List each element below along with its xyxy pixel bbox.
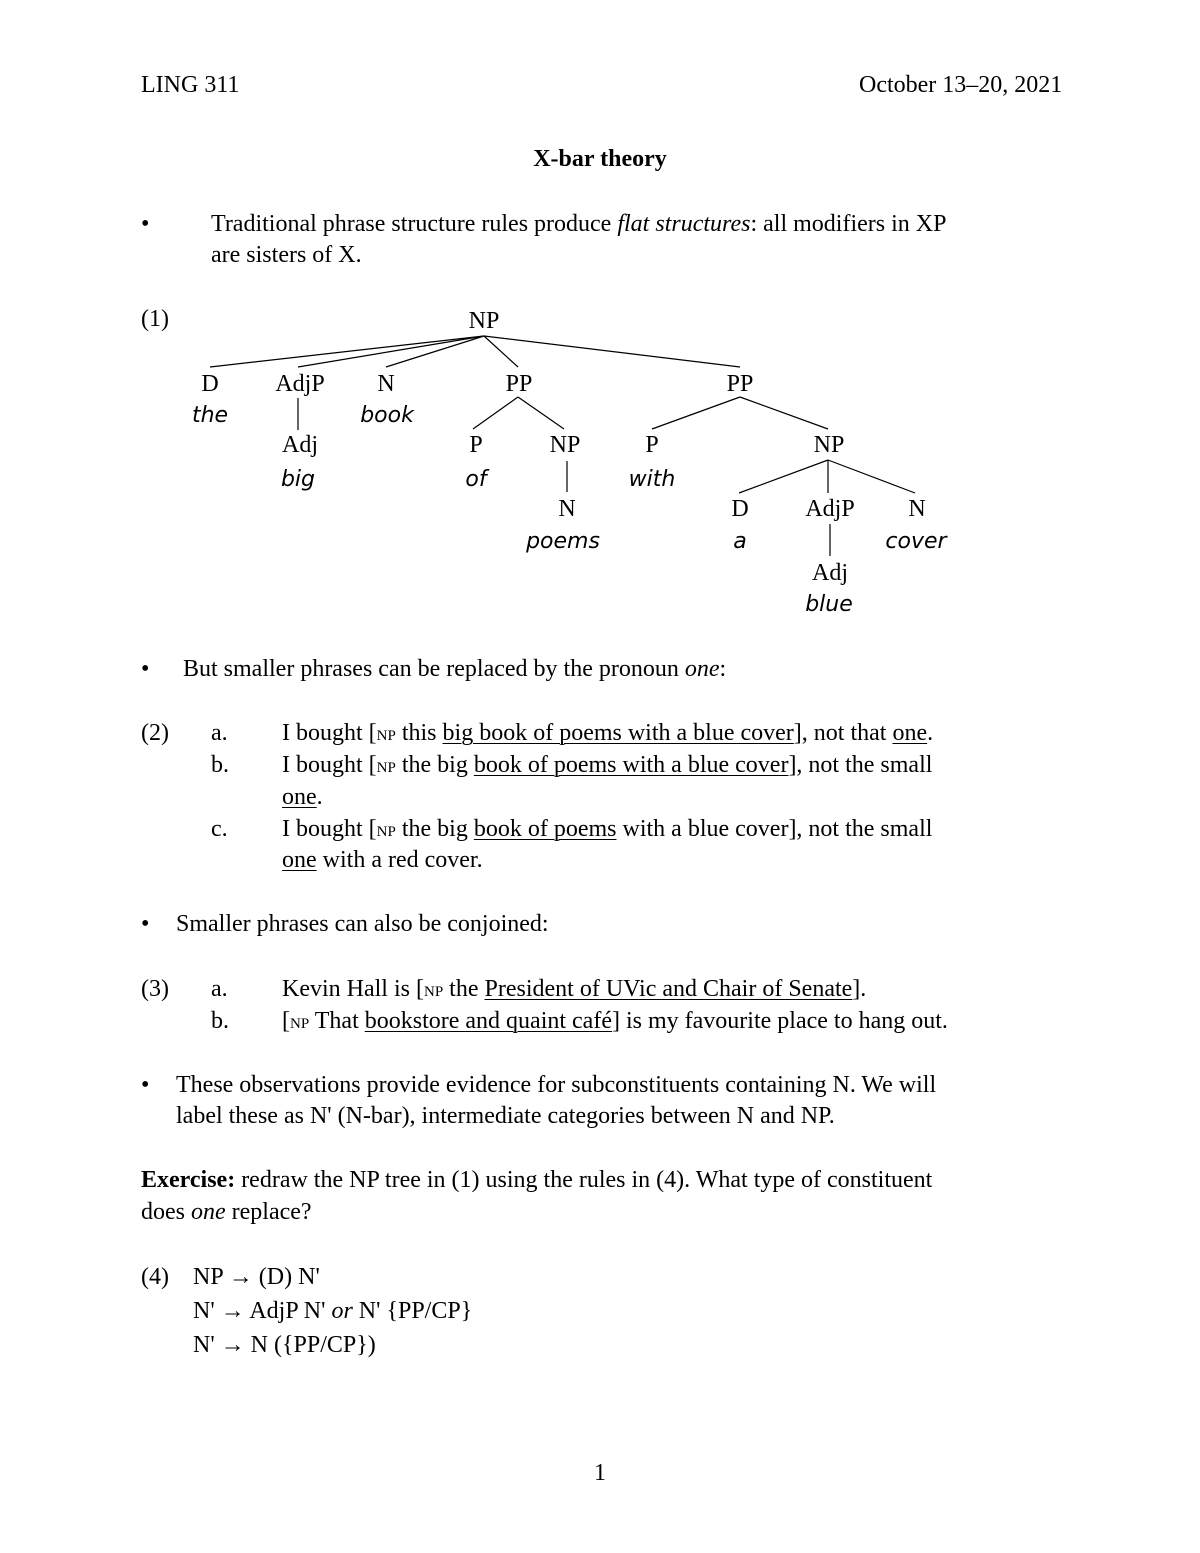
page-title: X-bar theory <box>533 146 667 172</box>
word-the: the <box>191 403 229 428</box>
edge-np2-n <box>828 460 915 493</box>
example-2b-cont: one. <box>282 784 323 810</box>
node-d2: D <box>731 496 749 522</box>
page-number: 1 <box>594 1460 606 1486</box>
example-2c-mark: c. <box>211 816 228 842</box>
edge-pp2-np <box>740 397 828 429</box>
bullet-4-marker: • <box>141 1072 150 1098</box>
node-n: N <box>377 371 395 397</box>
bullet-2-text: But smaller phrases can be replaced by the pronoun one: <box>183 656 727 682</box>
node-adj2: Adj <box>812 560 848 586</box>
word-with: with <box>628 467 676 492</box>
example-2a-mark: a. <box>211 720 228 746</box>
rules-label: (4) <box>141 1264 169 1290</box>
node-n2: N <box>908 496 926 522</box>
word-of: of <box>465 467 487 492</box>
node-adjp: AdjP <box>275 371 325 397</box>
node-adj: Adj <box>282 432 318 458</box>
edge-np-n <box>386 336 484 367</box>
edge-pp1-np <box>518 397 564 429</box>
date-range: October 13–20, 2021 <box>859 72 1063 98</box>
example-2c-text: I bought [NP the big book of poems with a blue cover], not the small <box>282 816 933 842</box>
node-np1: NP <box>549 432 581 458</box>
example-2c-cont: one with a red cover. <box>282 847 483 873</box>
edge-np-adjp <box>298 336 484 367</box>
word-big: big <box>280 467 316 492</box>
node-n1: N <box>558 496 576 522</box>
bullet-3-text: Smaller phrases can also be conjoined: <box>176 911 549 937</box>
example-1-label: (1) <box>141 306 169 332</box>
bullet-2-marker: • <box>141 656 150 682</box>
edge-pp2-p <box>652 397 740 429</box>
example-3a-text: Kevin Hall is [NP the President of UVic and Chair of Senate]. <box>282 976 867 1002</box>
rule-3: N' → N ({PP/CP}) <box>193 1332 376 1358</box>
example-3b-mark: b. <box>211 1008 229 1034</box>
word-poems: poems <box>526 529 600 554</box>
edge-pp1-p <box>473 397 518 429</box>
node-p2: P <box>645 432 659 458</box>
exercise-line2: does one replace? <box>141 1199 312 1225</box>
node-p1: P <box>469 432 483 458</box>
node-np2: NP <box>813 432 845 458</box>
word-cover: cover <box>885 529 947 554</box>
node-pp1: PP <box>505 371 533 397</box>
node-np-root: NP <box>468 308 500 334</box>
edge-np2-d <box>739 460 828 493</box>
rule-1: NP → (D) N' <box>193 1264 320 1290</box>
example-3a-mark: a. <box>211 976 228 1002</box>
word-book: book <box>360 403 414 428</box>
example-2-label: (2) <box>141 720 169 746</box>
bullet-1-line2: are sisters of X. <box>211 242 362 268</box>
bullet-1-line1: Traditional phrase structure rules produce flat structures: all modifiers in XP <box>211 211 947 237</box>
bullet-4-line1: These observations provide evidence for subconstituents containing N. We will <box>176 1072 937 1098</box>
example-3b-text: [NP That bookstore and quaint café] is my favourite place to hang out. <box>282 1008 948 1034</box>
word-a: a <box>733 529 747 554</box>
bullet-3-marker: • <box>141 911 150 937</box>
word-blue: blue <box>805 592 853 617</box>
edge-np-pp2 <box>484 336 740 367</box>
bullet-4-line2: label these as N' (N-bar), intermediate categories between N and NP. <box>176 1103 835 1129</box>
example-2a-text: I bought [NP this big book of poems with a blue cover], not that one. <box>282 720 934 746</box>
edge-np-d <box>210 336 484 367</box>
bullet-1-marker: • <box>141 211 150 237</box>
example-2b-mark: b. <box>211 752 229 778</box>
example-3-label: (3) <box>141 976 169 1002</box>
node-adjp2: AdjP <box>805 496 855 522</box>
node-d: D <box>201 371 219 397</box>
example-2b-text: I bought [NP the big book of poems with a blue cover], not the small <box>282 752 933 778</box>
exercise-line1: Exercise: redraw the NP tree in (1) using the rules in (4). What type of constituent <box>141 1167 933 1193</box>
node-pp2: PP <box>726 371 754 397</box>
rule-2: N' → AdjP N' or N' {PP/CP} <box>193 1298 473 1324</box>
course-code: LING 311 <box>141 72 240 98</box>
edge-np-pp1 <box>484 336 518 367</box>
